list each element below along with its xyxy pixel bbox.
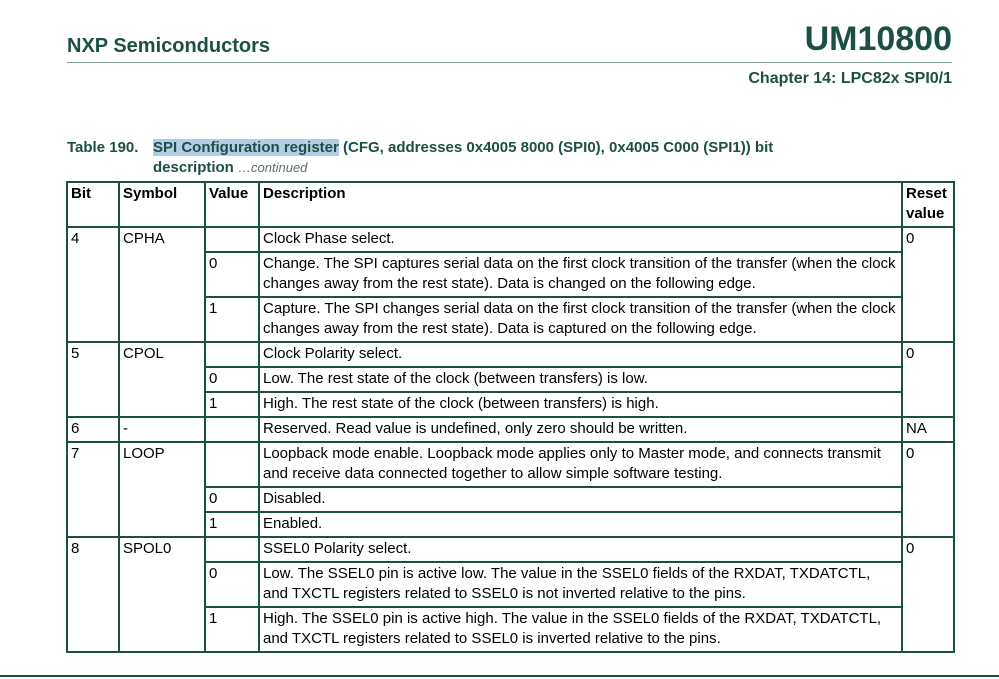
header-symbol: Symbol xyxy=(119,182,205,227)
continued-label: …continued xyxy=(238,160,308,175)
value-cell xyxy=(205,342,259,367)
bit-cell: 8 xyxy=(67,537,119,652)
description-cell: Low. The SSEL0 pin is active low. The value in the SSEL0 fields of the RXDAT, TXDATCTL, and TXCTL registers related to SSEL0 is not inverted relative to the pins. xyxy=(259,562,902,607)
caption-line2 xyxy=(67,158,927,178)
bit-cell: 5 xyxy=(67,342,119,417)
reset-value-cell: 0 xyxy=(902,442,954,537)
page-bottom-rule xyxy=(0,675,999,677)
value-cell xyxy=(205,537,259,562)
table-body xyxy=(67,227,954,652)
register-bit-table xyxy=(66,181,955,653)
caption-rest: (CFG, addresses 0x4005 8000 (SPI0), 0x4005 C000 (SPI1)) bit xyxy=(338,139,774,156)
description-cell: Capture. The SPI changes serial data on the first clock transition of the transfer (when the clock changes away from the rest state). Data is captured on the following edge. xyxy=(259,297,902,342)
reset-value-cell: NA xyxy=(902,417,954,442)
table-row xyxy=(67,442,954,487)
reset-value-cell: 0 xyxy=(902,227,954,342)
bit-cell: 4 xyxy=(67,227,119,342)
description-cell: High. The SSEL0 pin is active high. The value in the SSEL0 fields of the RXDAT, TXDATCTL, and TXCTL registers related to SSEL0 is inverted relative to the pins. xyxy=(259,607,902,652)
table-number: Table 190. xyxy=(67,139,139,156)
table-row xyxy=(67,417,954,442)
symbol-cell: SPOL0 xyxy=(119,537,205,652)
value-cell: 1 xyxy=(205,297,259,342)
header-bit: Bit xyxy=(67,182,119,227)
description-cell: High. The rest state of the clock (between transfers) is high. xyxy=(259,392,902,417)
header-value: Value xyxy=(205,182,259,227)
value-cell xyxy=(205,442,259,487)
table-row xyxy=(67,537,954,562)
selected-text[interactable]: SPI Configuration register xyxy=(153,139,339,156)
description-cell: Disabled. xyxy=(259,487,902,512)
table-header-row xyxy=(67,182,954,227)
symbol-cell: LOOP xyxy=(119,442,205,537)
value-cell: 1 xyxy=(205,607,259,652)
description-cell: Clock Phase select. xyxy=(259,227,902,252)
value-cell: 0 xyxy=(205,562,259,607)
value-cell: 0 xyxy=(205,367,259,392)
symbol-cell: - xyxy=(119,417,205,442)
description-cell: SSEL0 Polarity select. xyxy=(259,537,902,562)
header-rule xyxy=(67,62,952,63)
value-cell: 0 xyxy=(205,487,259,512)
value-cell xyxy=(205,227,259,252)
header-reset-value: Reset value xyxy=(902,182,954,227)
symbol-cell: CPHA xyxy=(119,227,205,342)
reset-value-cell: 0 xyxy=(902,537,954,652)
table-caption xyxy=(67,138,927,178)
value-cell xyxy=(205,417,259,442)
description-cell: Enabled. xyxy=(259,512,902,537)
symbol-cell: CPOL xyxy=(119,342,205,417)
chapter-title: Chapter 14: LPC82x SPI0/1 xyxy=(748,70,952,87)
value-cell: 1 xyxy=(205,392,259,417)
header-description: Description xyxy=(259,182,902,227)
reset-value-cell: 0 xyxy=(902,342,954,417)
table-row xyxy=(67,342,954,367)
description-cell: Loopback mode enable. Loopback mode applies only to Master mode, and connects transmit and receive data connected together to allow simple software testing. xyxy=(259,442,902,487)
company-name: NXP Semiconductors xyxy=(67,35,271,57)
caption-description-word: description xyxy=(153,159,234,176)
bit-cell: 7 xyxy=(67,442,119,537)
table-row xyxy=(67,227,954,252)
value-cell: 0 xyxy=(205,252,259,297)
description-cell: Low. The rest state of the clock (between transfers) is low. xyxy=(259,367,902,392)
value-cell: 1 xyxy=(205,512,259,537)
description-cell: Clock Polarity select. xyxy=(259,342,902,367)
document-id: UM10800 xyxy=(804,20,952,58)
description-cell: Reserved. Read value is undefined, only zero should be written. xyxy=(259,417,902,442)
description-cell: Change. The SPI captures serial data on the first clock transition of the transfer (when the clock changes away from the rest state). Data is changed on the following edge. xyxy=(259,252,902,297)
bit-cell: 6 xyxy=(67,417,119,442)
